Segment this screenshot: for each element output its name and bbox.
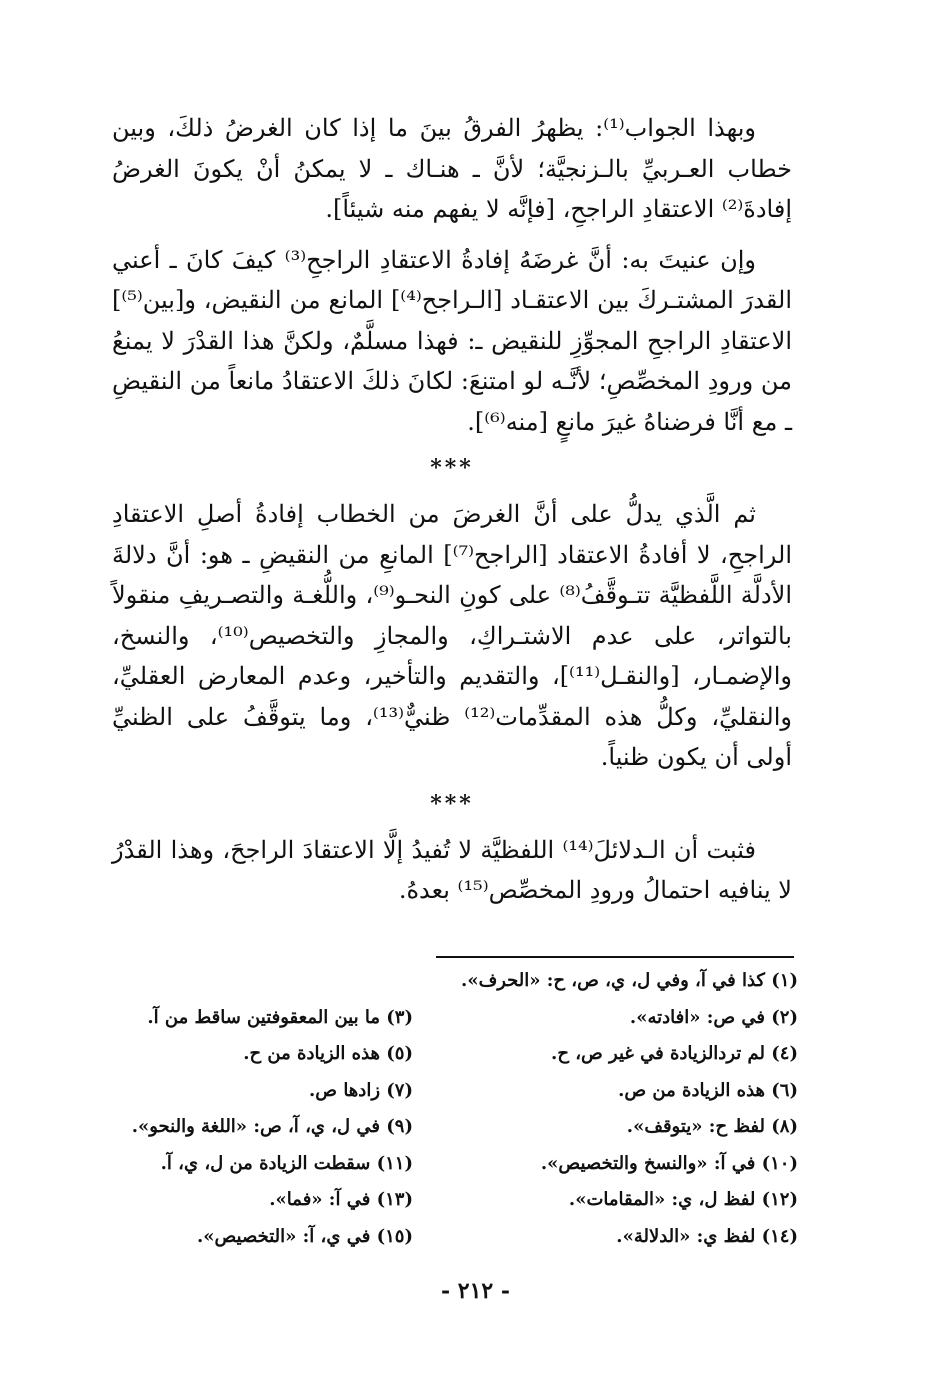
page-number: - ٢١٢ - bbox=[440, 1278, 511, 1304]
footnote-13: (١٣) في آ: «فما». bbox=[269, 1189, 413, 1210]
footnote-4: (٤) لم تردالزيادة في غير ص، ح. bbox=[551, 1043, 798, 1064]
footnote-7: (٧) زادها ص. bbox=[309, 1079, 413, 1101]
section-separator: *** bbox=[430, 455, 474, 481]
footnote-11: (١١) سقطت الزيادة من ل، ي، آ. bbox=[160, 1152, 413, 1174]
footnote-3: (٣) ما بين المعقوفتين ساقط من آ. bbox=[147, 1006, 413, 1028]
footnote-2: (٢) في ص: «افادته». bbox=[629, 1006, 798, 1028]
footnote-15: (١٥) في ي، آ: «التخصيص». bbox=[196, 1225, 413, 1247]
paragraph-4: فثبت أن الـدلائلَ⁽¹⁴⁾ اللفظيَّة لا تُفيدُ إلَّا الاعتقادَ الراجحَ، وهذا القدْرُ لا ينافيه احتمالُ ورودِ المخصِّص⁽¹⁵⁾ بعدهُ. bbox=[112, 835, 792, 904]
footnote-grid bbox=[108, 1000, 798, 1256]
footnote-8: (٨) لفظ ح: «يتوقف». bbox=[626, 1116, 798, 1137]
footnote-10: (١٠) في آ: «والنسخ والتخصيص». bbox=[540, 1152, 798, 1174]
footnote-12: (١٢) لفظ ل، ي: «المقامات». bbox=[568, 1189, 798, 1210]
footnote-divider bbox=[436, 956, 794, 958]
paragraph-3: ثم الَّذي يدلُّ على أنَّ الغرضَ من الخطاب إفادةُ أصلِ الاعتقادِ الراجحِ، لا أفادةُ الاعتقاد [الراجح⁽⁷⁾] المانعِ من النقيضِ ـ هو: أنَّ دلالةَ الأدلَّة اللَّفظيَّة تتـوقَّفُ⁽⁸⁾ على كونِ النحـو⁽⁹⁾، واللُّغـة والتصـريفِ منقولاً بالتواتر، على عدم الاشتـراكِ، والمجازِ والتخصيص⁽¹⁰⁾، والنسخ، والإضمـار، [والنقـل⁽¹¹⁾]، والتقديم والتأخير، وعدم المعارض العقليِّ، والنقليِّ، وكلُّ هذه المقدِّمات⁽¹²⁾ ظنيٌّ⁽¹³⁾، وما يتوقَّفُ على الظنيِّ أولى أن يكون ظنياً. bbox=[112, 500, 793, 771]
footnote-5: (٥) هذه الزيادة من ح. bbox=[243, 1043, 413, 1064]
footnote-1: (١) كذا في آ، وفي ل، ي، ص، ح: «الحرف». bbox=[461, 970, 798, 991]
footnotes bbox=[108, 963, 798, 1255]
section-separator: *** bbox=[430, 790, 474, 817]
footnote-9: (٩) في ل، ي، آ، ص: «اللغة والنحو». bbox=[131, 1116, 413, 1137]
main-text bbox=[112, 108, 792, 921]
footnote-14: (١٤) لفظ ي: «الدلالة». bbox=[616, 1225, 798, 1247]
paragraph-1: وبهذا الجواب⁽¹⁾: يظهرُ الفرقُ بينَ ما إذا كان الغرضُ ذلكَ، وبين خطاب العـربيِّ بالـزنجيَّة؛ لأنَّ ـ هنـاك ـ لا يمكنُ أنْ يكونَ الغرضُ إفادةَ⁽²⁾ الاعتقادِ الراجحِ، [فإنَّه لا يفهم منه شيئاً]. bbox=[112, 114, 792, 223]
paragraph-2: وإن عنيتَ به: أنَّ غرضَهُ إفادةُ الاعتقادِ الراجحِ⁽³⁾ كيفَ كانَ ـ أعني القدرَ المشتـركَ بين الاعتقـاد [الـراجح⁽⁴⁾] المانع من النقيض، و[بين⁽⁵⁾] الاعتقادِ الراجحِ المجوِّزِ للنقيض ـ: فهذا مسلَّمٌ، ولكنَّ هذا القدْرَ لا يمنعُ من ورودِ المخصِّصِ؛ لأنَّـه لو امتنعَ: لكانَ ذلكَ الاعتقادُ مانعاً من النقيضِ ـ مع أنَّا فرضناهُ غيرَ مانعٍ [منه⁽⁶⁾]. bbox=[112, 245, 792, 436]
footnote-6: (٦) هذه الزيادة من ص. bbox=[618, 1079, 798, 1101]
